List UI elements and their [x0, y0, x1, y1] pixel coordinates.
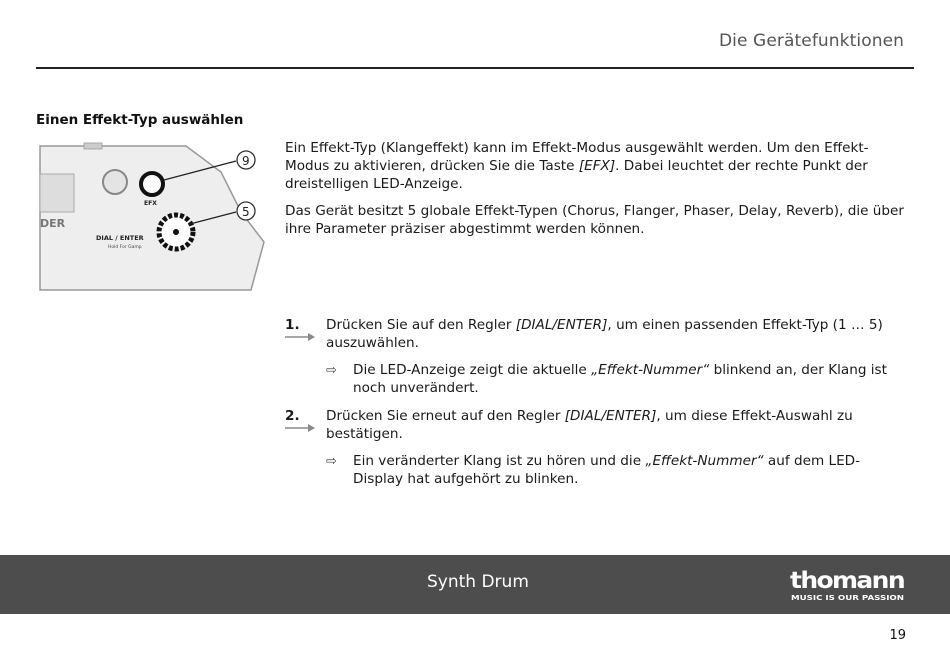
- step-1: [285, 316, 910, 352]
- step-2: [285, 407, 910, 443]
- page-header-title: Die Gerätefunktionen: [718, 31, 904, 51]
- efx-button: [141, 173, 163, 195]
- step-arrow-icon: [285, 424, 315, 432]
- step-1-result: ⇨ Die LED-Anzeige zeigt die aktuelle „Effekt-Nummer“ blinkend an, der Klang ist noch unverändert.: [326, 362, 887, 396]
- logo-wordmark: thomann: [790, 568, 905, 594]
- panel-tab: [84, 143, 102, 149]
- result-arrow-icon: ⇨: [326, 363, 337, 378]
- step-1-number: 1.: [285, 316, 319, 334]
- step-arrow-icon: [285, 333, 315, 341]
- callout-9-label: 9: [242, 154, 250, 168]
- step-2-result: ⇨ Ein veränderter Klang ist zu hören und die „Effekt-Nummer“ auf dem LED-Display hat aufgehört zu blinken.: [326, 453, 861, 487]
- hold-label: Hold For Gamp: [108, 245, 142, 250]
- logo-tagline: MUSIC IS OUR PASSION: [791, 593, 904, 602]
- intro-text: [285, 139, 910, 247]
- dial-enter-label: DIAL / ENTER: [96, 234, 144, 242]
- intro-paragraph-1: Ein Effekt-Typ (Klangeffekt) kann im Effekt-Modus ausgewählt werden. Um den Effekt-Modus zu aktivieren, drücken Sie die Taste [EFX]. Dabei leuchtet der rechte Punkt der dreistelligen LED-Anzeige.: [285, 140, 869, 192]
- section-heading: Einen Effekt-Typ auswählen: [36, 112, 244, 128]
- panel-slot: [40, 174, 74, 212]
- key-efx: [EFX]: [578, 158, 616, 174]
- unlabeled-button: [103, 170, 127, 194]
- step-list: [285, 316, 910, 488]
- device-illustration: [36, 142, 266, 292]
- thomann-logo: [790, 567, 906, 603]
- result-arrow-icon: ⇨: [326, 454, 337, 469]
- footer-product-name: Synth Drum: [427, 572, 529, 592]
- footer-band: [0, 555, 950, 614]
- step-2-number: 2.: [285, 407, 319, 425]
- page-number: 19: [889, 628, 906, 643]
- step-1-text: Drücken Sie auf den Regler [DIAL/ENTER], um einen passenden Effekt-Typ (1 … 5) auszuwählen.: [326, 317, 883, 351]
- callout-5-label: 5: [242, 205, 250, 219]
- brand-fragment: DER: [40, 217, 66, 230]
- header-rule: [36, 67, 914, 69]
- efx-label: EFX: [144, 200, 157, 207]
- step-2-text: Drücken Sie erneut auf den Regler [DIAL/ENTER], um diese Effekt-Auswahl zu bestätigen.: [326, 408, 853, 442]
- intro-paragraph-2: Das Gerät besitzt 5 globale Effekt-Typen (Chorus, Flanger, Phaser, Delay, Reverb), die über ihre Parameter präziser abgestimmt werden können.: [285, 203, 905, 237]
